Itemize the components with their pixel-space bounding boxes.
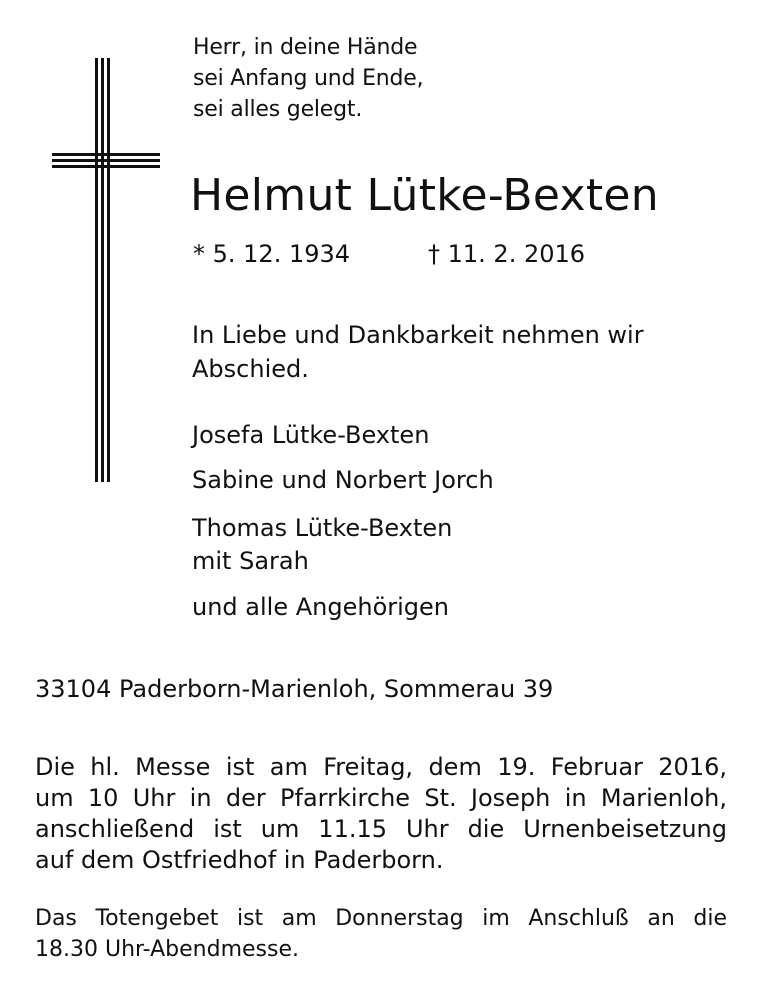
mourner-name: Josefa Lütke-Bexten — [192, 421, 430, 449]
mass-line: anschließend ist um 11.15 Uhr die Urnenbeisetzung — [35, 815, 727, 843]
prayer-info — [35, 903, 727, 965]
prayer-line: Das Totengebet ist am Donnerstag im Anschluß an die — [35, 906, 727, 931]
mass-line: Die hl. Messe ist am Freitag, dem 19. Februar 2016, — [35, 753, 727, 781]
address: 33104 Paderborn-Marienloh, Sommerau 39 — [35, 675, 554, 703]
verse-line: sei alles gelegt. — [193, 97, 363, 122]
farewell-text — [192, 318, 644, 386]
farewell-line: In Liebe und Dankbarkeit nehmen wir — [192, 321, 644, 349]
birth-date: * 5. 12. 1934 — [193, 240, 351, 268]
mourner-name: und alle Angehörigen — [192, 593, 449, 621]
farewell-line: Abschied. — [192, 355, 309, 383]
mourner-name: mit Sarah — [192, 547, 309, 575]
verse — [193, 32, 423, 125]
cross-icon — [0, 0, 170, 490]
mass-line: auf dem Ostfriedhof in Paderborn. — [35, 846, 444, 874]
verse-line: sei Anfang und Ende, — [193, 66, 424, 91]
deceased-name: Helmut Lütke-Bexten — [190, 170, 659, 221]
life-dates — [193, 237, 586, 271]
death-date: † 11. 2. 2016 — [428, 240, 586, 268]
mass-line: um 10 Uhr in der Pfarrkirche St. Joseph in Marienloh, — [35, 784, 727, 812]
mourner-name: Thomas Lütke-Bexten — [192, 514, 453, 542]
prayer-line: 18.30 Uhr-Abendmesse. — [35, 937, 299, 962]
mass-info — [35, 752, 727, 876]
verse-line: Herr, in deine Hände — [193, 35, 418, 60]
mourner-name: Sabine und Norbert Jorch — [192, 466, 494, 494]
